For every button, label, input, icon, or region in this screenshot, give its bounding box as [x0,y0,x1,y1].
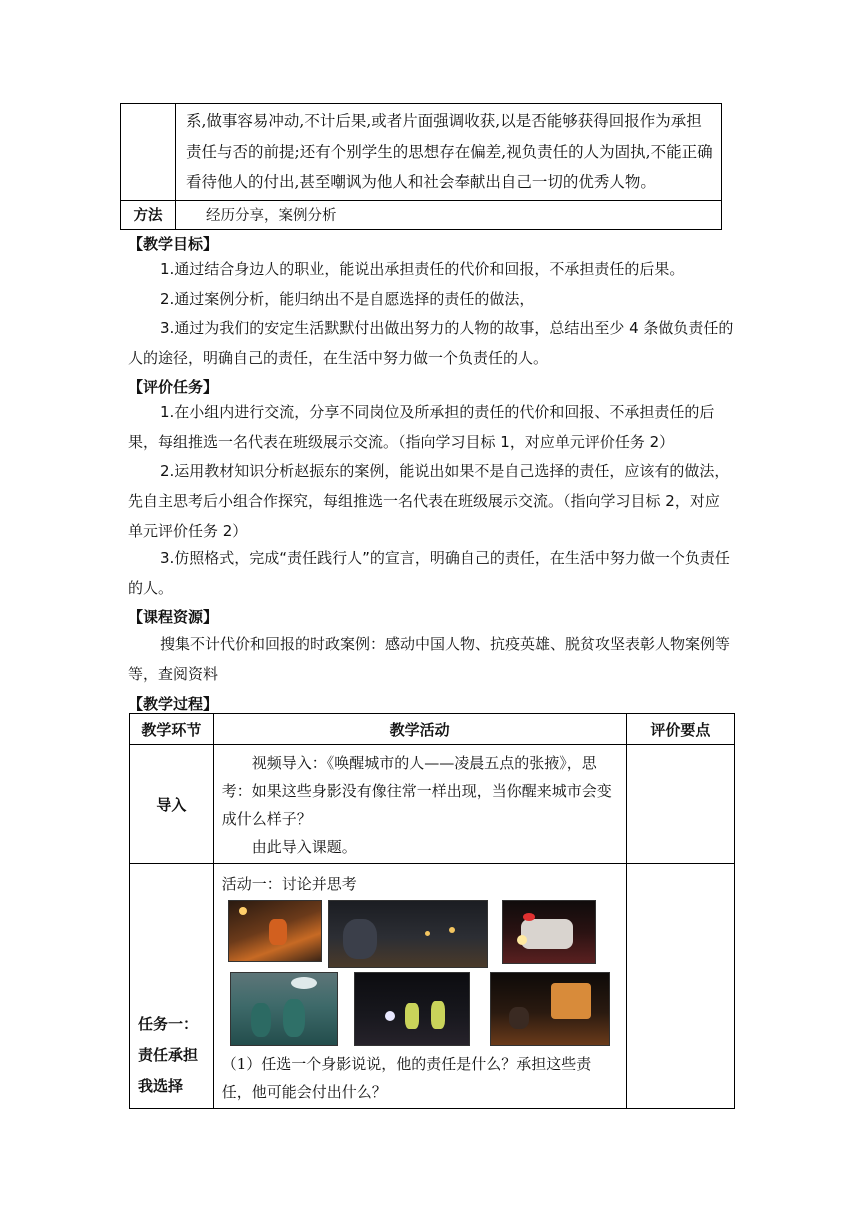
eval-task1 [626,864,734,1109]
photo-collage [228,900,616,1046]
evaluation-heading: 【评价任务】 [128,378,219,396]
stage-task1 [130,864,214,1109]
stage-task1-line2: 责任承担 [138,1046,199,1064]
night-shop-photo [490,972,610,1046]
resources-text: 搜集不计代价和回报的时政案例：感动中国人物、抗疫英雄、脱贫攻坚表彰人物案例等等，查阅资料 [128,635,731,683]
resources-heading: 【课程资源】 [128,608,219,626]
stage-task1-line3: 我选择 [138,1077,184,1095]
objective-item-3: 3.通过为我们的安定生活默默付出做出努力的人物的故事，总结出至少 4 条做负责任的人的途径，明确自己的责任，在生活中努力做一个负责任的人。 [128,319,734,367]
evaluation-item-1: 1.在小组内进行交流，分享不同岗位及所承担的责任的代价和回报、不承担责任的后果，每组推选一名代表在班级展示交流。（指向学习目标 1，对应单元评价任务 2） [128,403,715,451]
objectives-heading: 【教学目标】 [128,235,219,253]
activity-question: （1）任选一个身影说说，他的责任是什么？承担这些责任，他可能会付出什么？ [221,1055,592,1101]
objective-item-2: 2.通过案例分析，能归纳出不是自愿选择的责任的做法， [160,290,535,308]
intro-conclusion: 由此导入课题。 [251,838,357,856]
evaluation-item-2: 2.运用教材知识分析赵振东的案例，能说出如果不是自己选择的责任，应该有的做法，先自主思考后小组合作探究，每组推选一名代表在班级展示交流。（指向学习目标 2，对应单元评价任务 2） [128,462,730,540]
activity-task1 [213,864,626,1109]
activity-title: 活动一：讨论并思考 [221,875,357,893]
traffic-police-photo [354,972,470,1046]
activity-intro [213,745,626,864]
method-value: 经历分享，案例分析 [176,200,722,229]
objective-item-1: 1.通过结合身边人的职业，能说出承担责任的代价和回报，不承担责任的后果。 [160,260,685,278]
header-eval: 评价要点 [626,714,734,745]
student-analysis-table [120,103,722,230]
evaluation-item-3: 3.仿照格式，完成“责任践行人”的宣言，明确自己的责任，在生活中努力做一个负责任的人。 [128,549,730,597]
bus-driver-photo [328,900,488,968]
header-activity: 教学活动 [213,714,626,745]
header-stage: 教学环节 [130,714,214,745]
method-label: 方法 [121,200,176,229]
eval-intro [626,745,734,864]
teaching-process-table [129,713,735,1109]
stage-task1-line1: 任务一： [138,1015,199,1033]
street-cleaner-photo [228,900,322,962]
student-analysis-text: 系,做事容易冲动,不计后果,或者片面强调收获,以是否能够获得回报作为承担责任与否的前提;还有个别学生的思想存在偏差,视负责任的人为固执,不能正确看待他人的付出,甚至嘲讽为他人和社会奉献出自己一切的优秀人物。 [176,104,722,201]
stage-intro: 导入 [130,745,214,864]
intro-text: 视频导入：《唤醒城市的人——凌晨五点的张掖》，思考：如果这些身影没有像往常一样出现，当你醒来城市会变成什么样子？ [221,754,612,828]
ambulance-photo [502,900,596,964]
process-heading: 【教学过程】 [128,695,219,713]
surgery-photo [230,972,338,1046]
table-label-cell [121,104,176,201]
